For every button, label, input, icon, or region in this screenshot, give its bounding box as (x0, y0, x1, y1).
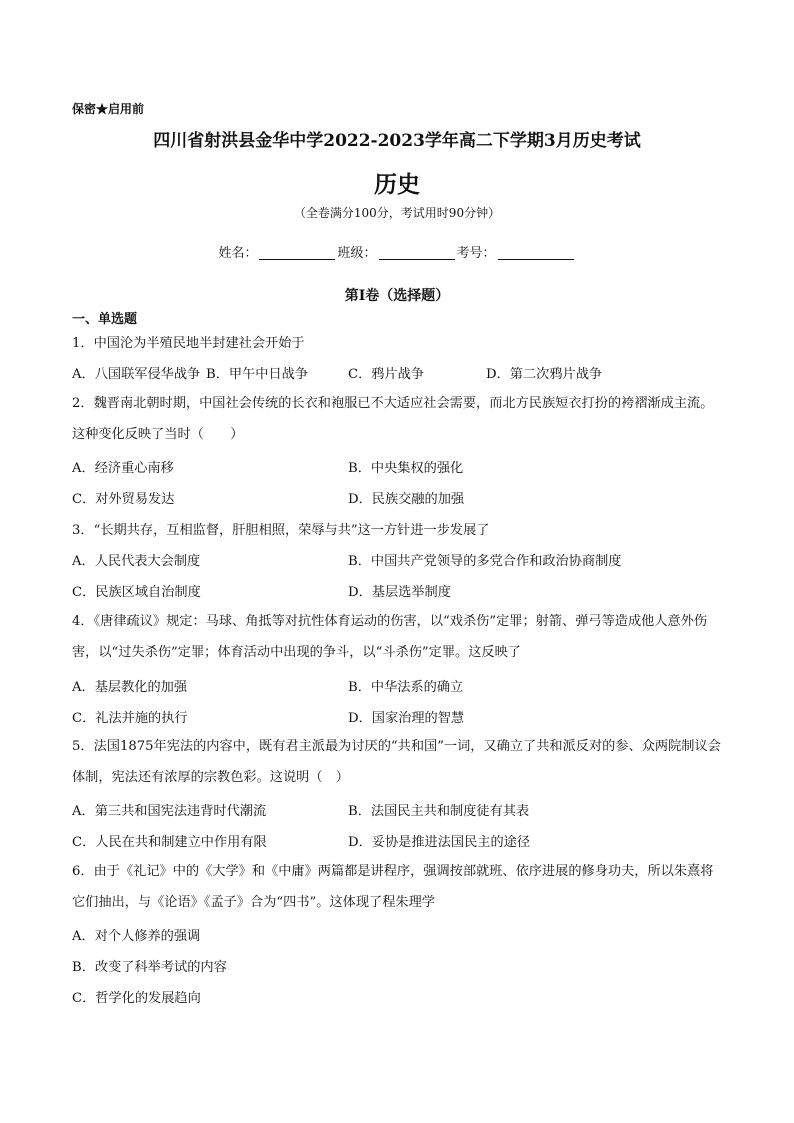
section-title: 第I卷（选择题） (344, 288, 450, 304)
option-b[interactable]: B．改变了科举考试的内容 (72, 960, 227, 975)
option-b[interactable]: B．中央集权的强化 (348, 461, 464, 476)
number-label: 考号： (456, 246, 496, 261)
option-a[interactable]: A．经济重心南移 (72, 461, 174, 476)
option-b[interactable]: B．甲午中日战争 (206, 367, 309, 382)
option-d[interactable]: D．国家治理的智慧 (348, 711, 465, 726)
class-blank[interactable] (379, 245, 455, 260)
number-blank[interactable] (498, 245, 574, 260)
option-b[interactable]: B．中华法系的确立 (348, 680, 464, 695)
name-label: 姓名： (218, 246, 258, 261)
option-d[interactable]: D．第二次鸦片战争 (486, 367, 603, 382)
option-c[interactable]: C．人民在共和制建立中作用有限 (72, 835, 267, 850)
option-a[interactable]: A．八国联军侵华战争 (72, 367, 201, 382)
exam-note: （全卷满分100分，考试用时90分钟） (293, 206, 501, 220)
question-5-stem: 5．法国1875年宪法的内容中，既有君主派最为讨厌的“共和国”一词，又确立了共和派反对的参、众两院制议会体制，宪法还有浓厚的宗教色彩。这说明（ ） (72, 739, 721, 785)
question-3-stem: 3．“长期共存，互相监督，肝胆相照，荣辱与共”这一方针进一步发展了 (72, 523, 490, 538)
class-label: 班级： (337, 246, 377, 261)
question-2-stem: 2．魏晋南北朝时期，中国社会传统的长衣和袍服已不大适应社会需要，而北方民族短衣打扮的袴褶渐成主流。这种变化反映了当时（ ） (72, 396, 714, 442)
option-a[interactable]: A．基层教化的加强 (72, 680, 188, 695)
question-4-stem: 4．《唐律疏议》规定：马球、角抵等对抗性体育运动的伤害，以“戏杀伤”定罪；射箭、弹弓等造成他人意外伤害，以“过失杀伤”定罪；体育活动中出现的争斗，以“斗杀伤”定罪。这反映了 (72, 614, 708, 660)
option-c[interactable]: C．鸦片战争 (348, 367, 425, 382)
secret-mark: 保密★启用前 (72, 102, 145, 116)
question-6-stem: 6．由于《礼记》中的《大学》和《中庸》两篇都是讲程序，强调按部就班、依序进展的修身功夫，所以朱熹将它们抽出，与《论语》《孟子》合为“四书”。这体现了程朱理学 (72, 864, 714, 910)
option-b[interactable]: B．中国共产党领导的多党合作和政治协商制度 (348, 554, 622, 569)
subject-title: 历史 (374, 171, 420, 198)
question-1-stem: 1．中国沦为半殖民地半封建社会开始于 (72, 336, 305, 351)
option-c[interactable]: C．哲学化的发展趋向 (72, 991, 201, 1006)
option-c[interactable]: C．对外贸易发达 (72, 492, 175, 507)
option-a[interactable]: A．对个人修养的强调 (72, 929, 201, 944)
option-c[interactable]: C．礼法并施的执行 (72, 711, 188, 726)
part-title: 一、单选题 (72, 312, 138, 327)
student-info-row (0, 242, 794, 261)
exam-title: 四川省射洪县金华中学2022-2023学年高二下学期3月历史考试 (153, 131, 641, 151)
option-d[interactable]: D．妥协是推进法国民主的途径 (348, 835, 531, 850)
name-blank[interactable] (259, 245, 335, 260)
option-b[interactable]: B．法国民主共和制度徒有其表 (348, 804, 530, 819)
option-d[interactable]: D．基层选举制度 (348, 585, 451, 600)
option-a[interactable]: A．人民代表大会制度 (72, 554, 201, 569)
option-c[interactable]: C．民族区域自治制度 (72, 585, 201, 600)
option-a[interactable]: A．第三共和国宪法违背时代潮流 (72, 804, 267, 819)
option-d[interactable]: D．民族交融的加强 (348, 492, 465, 507)
